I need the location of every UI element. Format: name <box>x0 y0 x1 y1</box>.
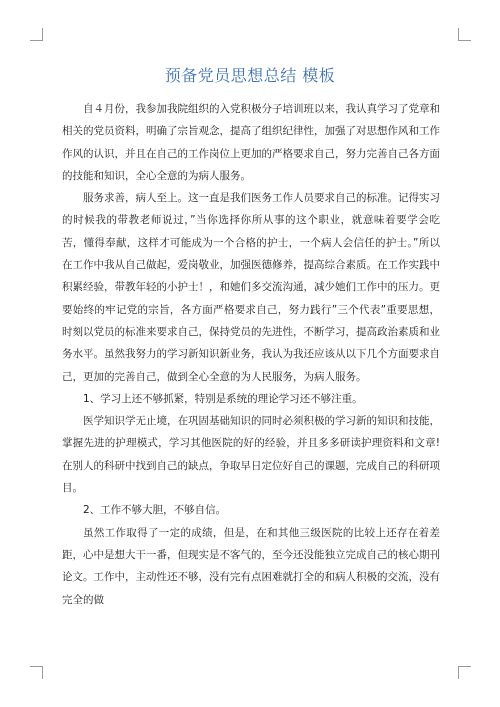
crop-mark-top-right <box>458 28 471 41</box>
document-body <box>62 98 440 611</box>
crop-mark-bottom-right <box>458 666 471 679</box>
paragraph-service: 服务求善，病人至上。这一直是我们医务工作人员要求自己的标准。记得实习的时候我的带教老师说过，”当你选择你所从事的这个职业，就意味着要学会吃苦，懂得奉献，这样才可能成为一个合格的护士，一个病人会信任的护士。”所以在工作中我从自己做起，爱岗敬业，加强医德修养，提高综合素质。在工作实践中积累经验，带教年轻的小护士！，和她们多交流沟通，减少她们工作中的压力。更要始终的牢记党的宗旨，各方面严格要求自己，努力践行”三个代表”重要思想，时刻以党员的标准来要求自己，保持党员的先进性，不断学习，提高政治素质和业务水平。虽然我努力的学习新知识新业务，我认为我还应该从以下几个方面要求自己，更加的完善自己，做到全心全意的为人民服务，为病人服务。 <box>62 192 440 383</box>
crop-mark-bottom-left <box>30 666 43 679</box>
page-title: 预备党员思想总结 模板 <box>164 66 336 85</box>
paragraph-work: 虽然工作取得了一定的成绩，但是，在和其他三级医院的比较上还存在着差距，心中是想大干一番，但现实是不客气的，至今还没能独立完成自己的核心期刊论文。工作中，主动性还不够，没有完有点困难就打全的和病人积极的交流，没有完全的做 <box>62 526 440 606</box>
section-heading-work: 2、工作不够大胆，不够自信。 <box>83 504 227 517</box>
crop-mark-top-left <box>30 28 43 41</box>
section-heading-study: 1、学习上还不够抓紧，特别是系统的理论学习还不够注重。 <box>83 392 363 405</box>
paragraph-intro: 自４月份，我参加我院组织的入党积极分子培训班以来，我认真学习了党章和相关的党员资料，明确了宗旨观念，提高了组织纪律性，加强了对思想作风和工作作风的认识，并且在自己的工作岗位上更加的严格要求自己，努力完善自己各方面的技能和知识，全心全意的为病人服务。 <box>62 103 440 182</box>
paragraph-study: 医学知识学无止境，在巩固基础知识的同时必须积极的学习新的知识和技能，掌握先进的护理模式，学习其他医院的好的经验，并且多多研读护理资料和文章!在别人的科研中找到自己的缺点，争取早日定位好自己的课题，完成自己的科研项目。 <box>62 415 440 495</box>
